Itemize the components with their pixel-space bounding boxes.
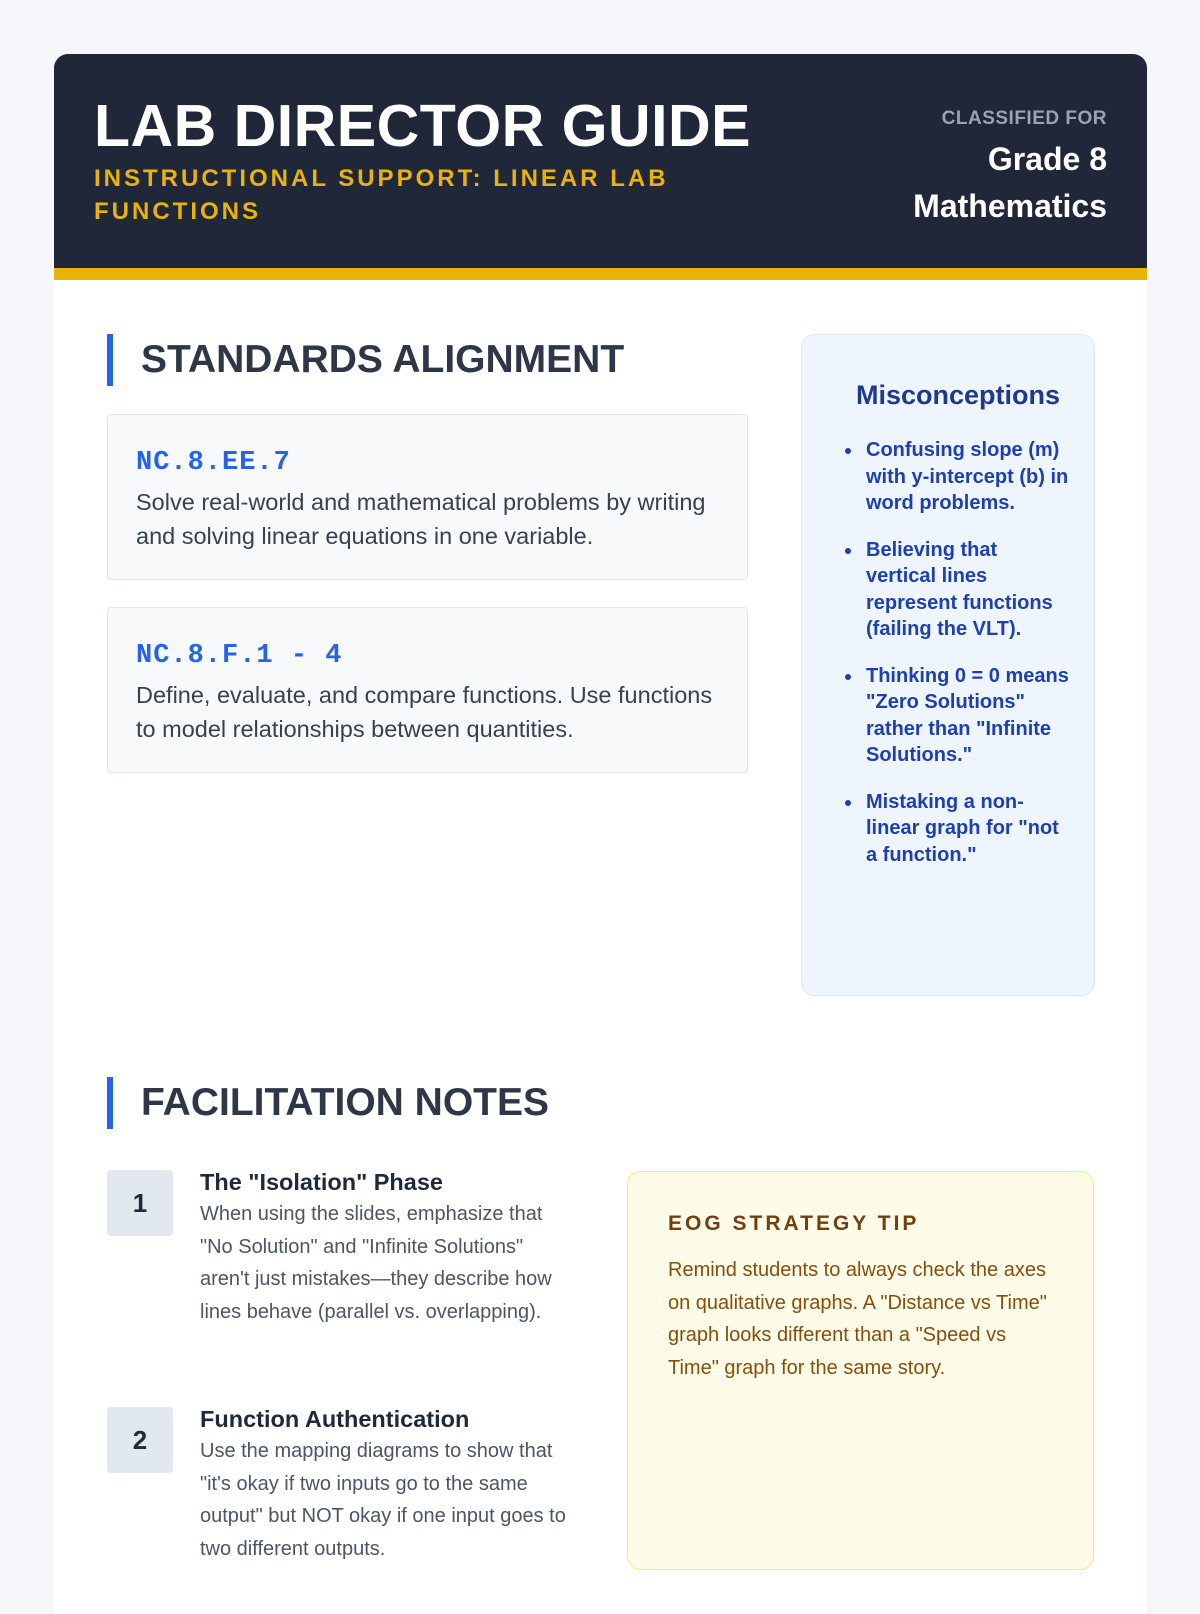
eog-strategy-tip (627, 1171, 1094, 1570)
misconceptions-title: Misconceptions (856, 380, 1061, 410)
tip-title: EOG STRATEGY TIP (668, 1212, 920, 1235)
step-title: Function Authentication (200, 1406, 470, 1432)
standard-code: NC.8.F.1 - 4 (136, 641, 343, 671)
header-banner (54, 54, 1147, 280)
step-body (200, 1166, 570, 1328)
misconceptions-panel (801, 334, 1095, 996)
step-number-badge: 1 (107, 1170, 173, 1236)
misconception-item: Believing that vertical lines represent functions (failing the VLT). (842, 537, 1070, 643)
step-body (200, 1403, 570, 1565)
grade-subject: Grade 8 Mathematics (913, 141, 1107, 224)
standard-card (107, 414, 748, 580)
step-title: The "Isolation" Phase (200, 1169, 443, 1195)
facilitation-heading: FACILITATION NOTES (107, 1077, 549, 1129)
misconception-item: Thinking 0 = 0 means "Zero Solutions" rather than "Infinite Solutions." (842, 663, 1070, 769)
tip-body: Remind students to always check the axes on qualitative graphs. A "Distance vs Time" graph looks different than a "Speed vs Time" graph for the same story. (668, 1259, 1047, 1379)
guide-page (54, 54, 1147, 1614)
standards-heading: STANDARDS ALIGNMENT (107, 334, 624, 386)
step-number-badge: 2 (107, 1407, 173, 1473)
standard-card (107, 607, 748, 773)
standard-description: Define, evaluate, and compare functions. Use functions to model relationships between quantities. (136, 682, 713, 742)
classification-block (877, 108, 1107, 230)
step-description: When using the slides, emphasize that "No Solution" and "Infinite Solutions" aren't just mistakes—they describe how lines behave (parallel vs. overlapping). (200, 1203, 552, 1323)
classified-label: CLASSIFIED FOR (941, 108, 1107, 129)
misconception-item: Mistaking a non-linear graph for "not a function." (842, 789, 1070, 869)
page-subtitle: INSTRUCTIONAL SUPPORT: LINEAR LAB FUNCTIONS (94, 165, 669, 225)
step-description: Use the mapping diagrams to show that "it's okay if two inputs go to the same output" but NOT okay if one input goes to two different outputs. (200, 1440, 566, 1560)
standard-description: Solve real-world and mathematical problems by writing and solving linear equations in one variable. (136, 489, 706, 549)
misconceptions-list (842, 437, 1070, 868)
misconception-item: Confusing slope (m) with y-intercept (b) in word problems. (842, 437, 1070, 517)
page-title: LAB DIRECTOR GUIDE (94, 93, 751, 159)
standard-code: NC.8.EE.7 (136, 448, 291, 478)
